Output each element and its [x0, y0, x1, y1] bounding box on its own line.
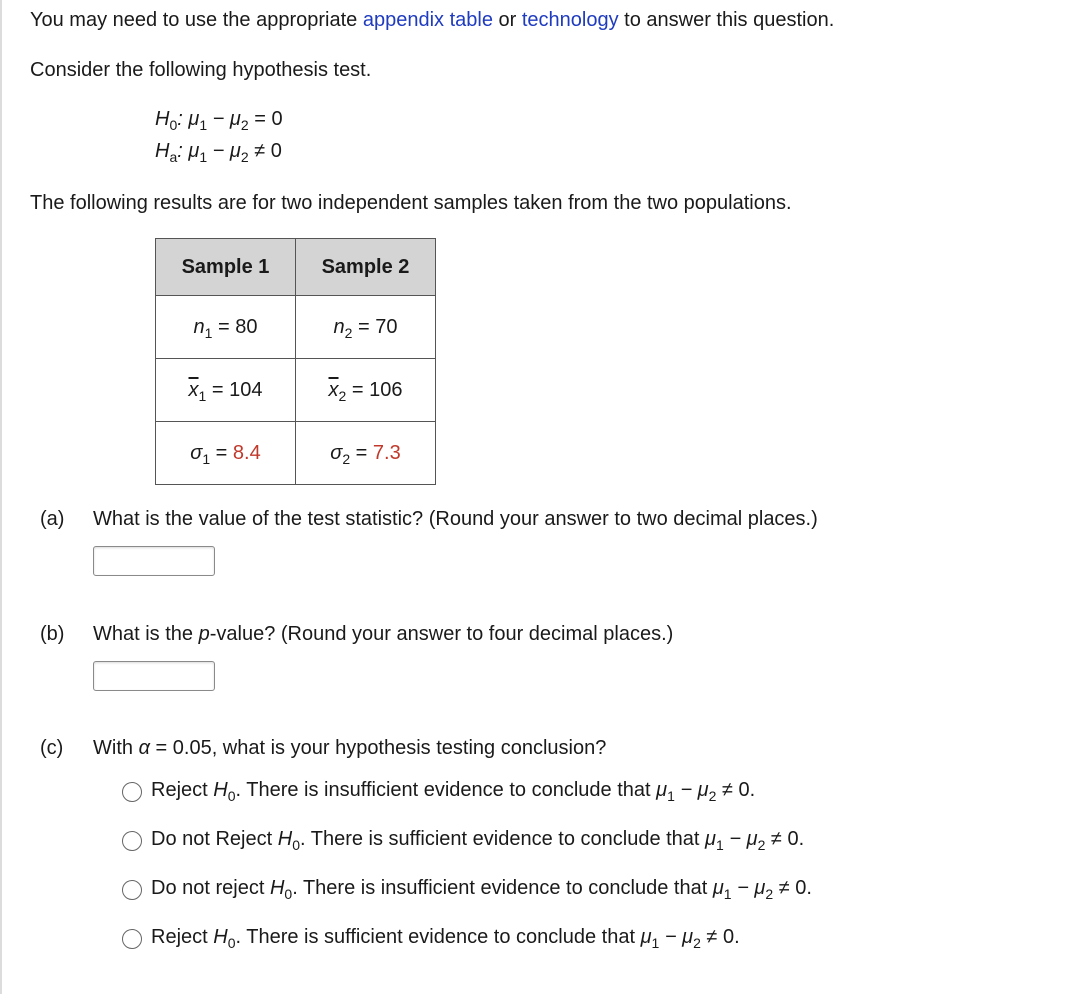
p-value-input[interactable]	[93, 661, 215, 691]
intro-post: to answer this question.	[618, 9, 835, 31]
option-2-label[interactable]: Do not Reject $H_0$. There is sufficient evidence to conclude that $\mu_1 - \mu_2 \ne 0$.	[151, 828, 805, 853]
option-4-radio[interactable]	[122, 929, 142, 949]
intro-text	[30, 9, 834, 32]
results-text: The following results are for two independent samples taken from the two populations.	[30, 192, 792, 214]
intro-pre: You may need to use the appropriate	[30, 9, 363, 31]
cell-sigma1: $\sigma_1 = 8.4$	[156, 422, 296, 485]
part-a-label: (a)	[40, 508, 65, 530]
null-hypothesis: $H_0$: $\mu_1 - \mu_2 = 0$	[155, 108, 283, 133]
cell-sigma2: $\sigma_2 = 7.3$	[296, 422, 436, 485]
option-1-radio[interactable]	[122, 782, 142, 802]
cell-x2: $\overline{x}_2 = 106$	[296, 359, 436, 422]
part-b-label: (b)	[40, 623, 65, 645]
part-b-question: What is the p-value? (Round your answer to four decimal places.)	[93, 623, 674, 645]
test-statistic-input[interactable]	[93, 546, 215, 576]
option-3-radio[interactable]	[122, 880, 142, 900]
option-3-label[interactable]: Do not reject $H_0$. There is insufficient evidence to conclude that $\mu_1 - \mu_2 \ne 0$.	[151, 877, 812, 902]
option-2-radio[interactable]	[122, 831, 142, 851]
cell-n1: $n_1 = 80$	[156, 296, 296, 359]
appendix-table-link[interactable]: appendix table	[362, 9, 493, 31]
option-1-label[interactable]: Reject $H_0$. There is insufficient evidence to conclude that $\mu_1 - \mu_2 \ne 0$.	[151, 779, 756, 804]
technology-link[interactable]: technology	[521, 9, 619, 31]
cell-n2: $n_2 = 70$	[296, 296, 436, 359]
consider-text: Consider the following hypothesis test.	[30, 59, 372, 81]
sample-table	[155, 238, 436, 485]
part-c-label: (c)	[40, 737, 64, 759]
option-4-label[interactable]: Reject $H_0$. There is sufficient evidence to conclude that $\mu_1 - \mu_2 \ne 0$.	[151, 926, 740, 951]
part-c-question: With α = 0.05, what is your hypothesis testing conclusion?	[93, 737, 607, 759]
cell-x1: $\overline{x}_1 = 104$	[156, 359, 296, 422]
header-sample-1: Sample 1	[156, 239, 296, 296]
intro-mid: or	[492, 9, 522, 31]
header-sample-2: Sample 2	[296, 239, 436, 296]
left-border	[0, 0, 2, 994]
alternative-hypothesis: $H_a$: $\mu_1 - \mu_2 \ne 0$	[155, 140, 282, 165]
part-a-question: What is the value of the test statistic? (Round your answer to two decimal places.)	[93, 508, 818, 530]
